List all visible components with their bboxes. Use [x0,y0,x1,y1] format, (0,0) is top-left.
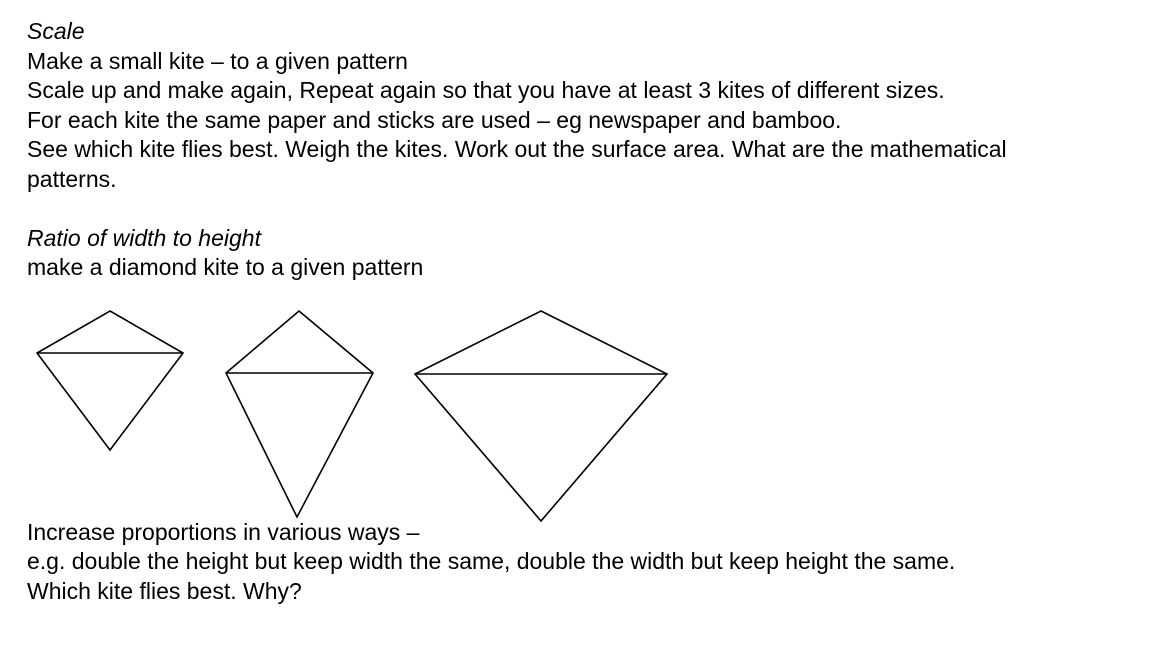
kite-tall [226,311,373,517]
ratio-line-1: Increase proportions in various ways – [27,519,420,545]
scale-heading: Scale [27,18,85,44]
scale-line-1: Make a small kite – to a given pattern [27,48,408,74]
ratio-intro: make a diamond kite to a given pattern [27,254,424,280]
scale-line-4: See which kite flies best. Weigh the kites. Work out the surface area. What are the mathematical [27,136,1007,162]
scale-line-2: Scale up and make again, Repeat again so that you have at least 3 kites of different sizes. [27,77,945,103]
ratio-line-3: Which kite flies best. Why? [27,578,302,604]
kite-wide [415,311,667,521]
kite-small [37,311,183,450]
kite-tall-outline [226,311,373,517]
kite-wide-outline [415,311,667,521]
kite-small-outline [37,311,183,450]
scale-line-3: For each kite the same paper and sticks are used – eg newspaper and bamboo. [27,107,842,133]
ratio-heading: Ratio of width to height [27,225,261,251]
scale-line-5: patterns. [27,166,117,192]
ratio-line-2: e.g. double the height but keep width the same, double the width but keep height the same. [27,548,956,574]
